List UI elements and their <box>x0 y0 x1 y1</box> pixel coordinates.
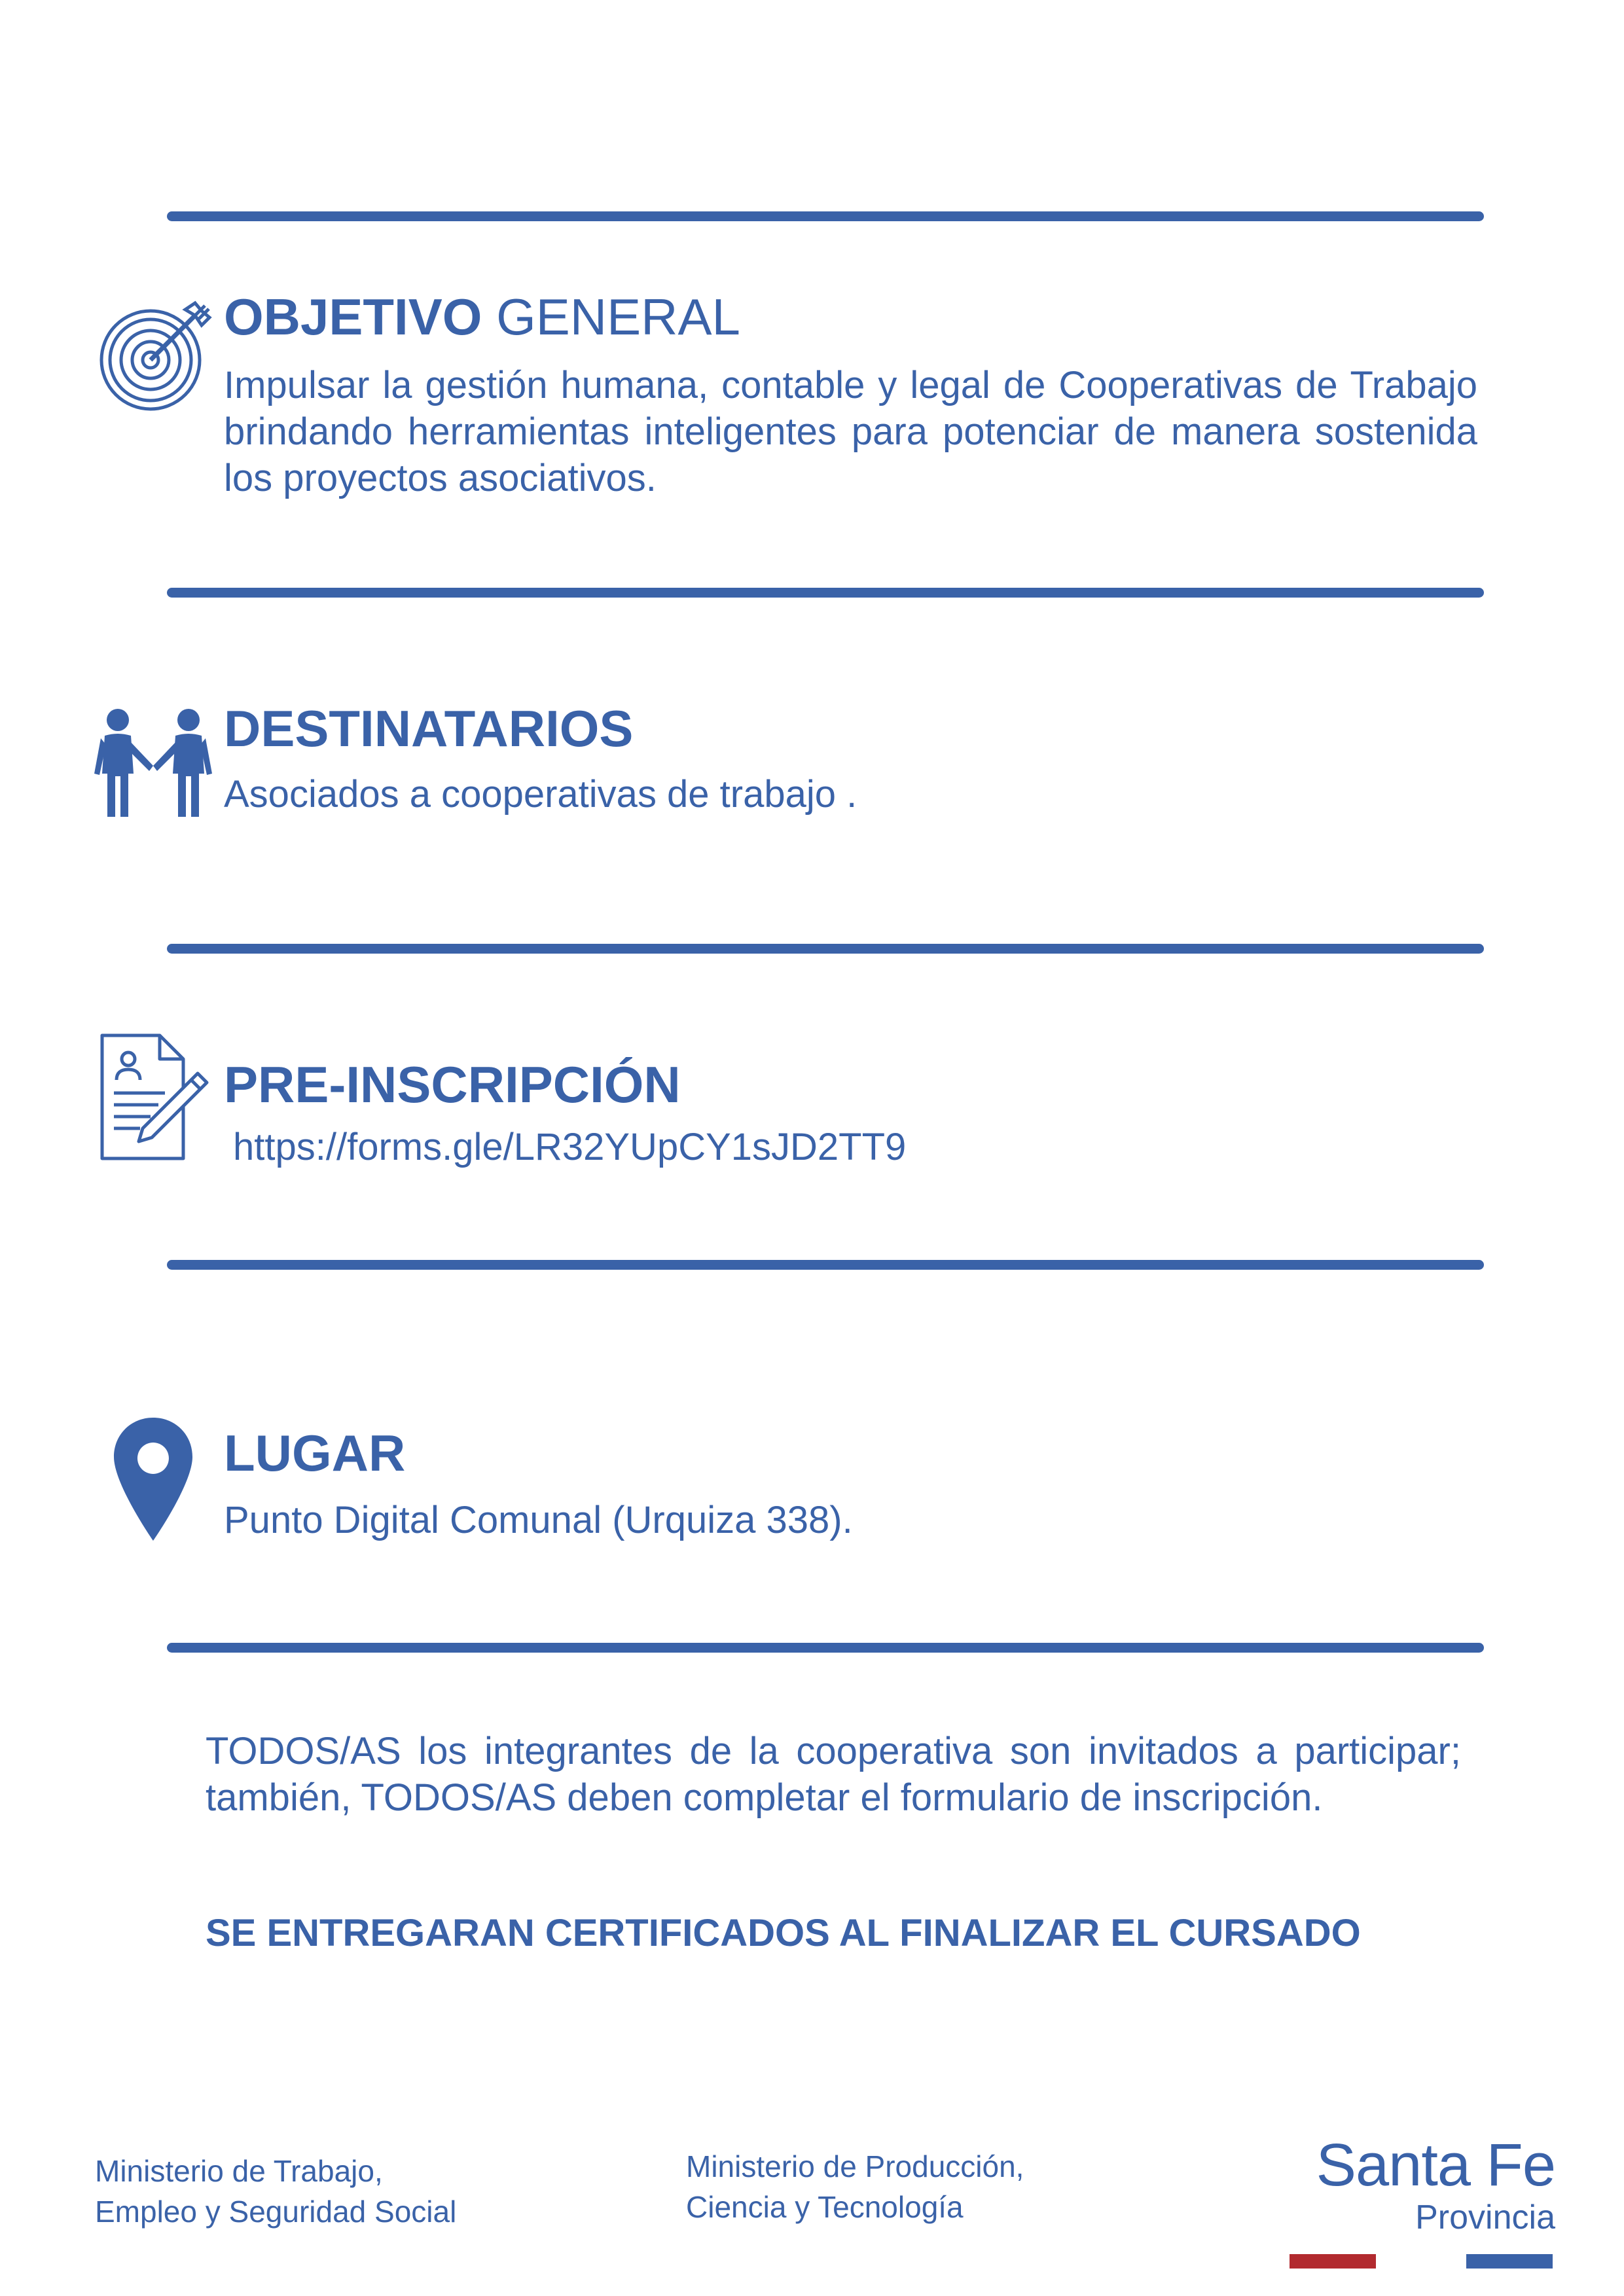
lugar-text: Punto Digital Comunal (Urquiza 338). <box>224 1499 853 1541</box>
ministry-trabajo <box>95 2151 456 2232</box>
preinscripcion-link[interactable]: https://forms.gle/LR32YUpCY1sJD2TT9 <box>233 1126 907 1168</box>
people-handshake-icon <box>93 708 213 817</box>
objetivo-title-light: GENERAL <box>496 288 740 346</box>
map-pin-icon <box>113 1416 194 1542</box>
ministry-produccion-line1: Ministerio de Producción, <box>686 2149 1024 2183</box>
divider-4 <box>167 1260 1484 1270</box>
ministry-trabajo-line1: Ministerio de Trabajo, <box>95 2154 383 2188</box>
objetivo-title-bold: OBJETIVO <box>224 288 482 346</box>
ministry-trabajo-line2: Empleo y Seguridad Social <box>95 2195 457 2229</box>
notice-text: TODOS/AS los integrantes de la cooperativa son invitados a participar; también, TODOS/AS deben completar el formulario de inscripción. <box>206 1730 1461 1819</box>
divider-5 <box>167 1643 1484 1653</box>
certificates-notice: SE ENTREGARAN CERTIFICADOS AL FINALIZAR EL CURSADO <box>206 1912 1361 1954</box>
lugar-heading: LUGAR <box>224 1424 406 1482</box>
brand-bar-blue <box>1466 2254 1553 2269</box>
brand-bar-red <box>1290 2254 1376 2269</box>
form-pencil-icon <box>99 1033 209 1161</box>
santa-fe-logo <box>1316 2132 1555 2236</box>
target-icon <box>97 298 215 416</box>
divider-1 <box>167 211 1484 221</box>
destinatarios-heading: DESTINATARIOS <box>224 700 634 757</box>
brand-main: Santa Fe <box>1316 2132 1555 2198</box>
ministry-produccion <box>686 2146 1024 2227</box>
objetivo-heading <box>224 288 740 346</box>
ministry-produccion-line2: Ciencia y Tecnología <box>686 2190 964 2224</box>
divider-2 <box>167 588 1484 598</box>
brand-sub: Provincia <box>1415 2198 1555 2236</box>
preinscripcion-heading: PRE-INSCRIPCIÓN <box>224 1056 681 1113</box>
objetivo-text: Impulsar la gestión humana, contable y legal de Cooperativas de Trabajo brindando herramientas inteligentes para potenciar de manera sostenida los proyectos asociativos. <box>224 364 1477 499</box>
destinatarios-text: Asociados a cooperativas de trabajo . <box>224 773 857 816</box>
divider-3 <box>167 944 1484 954</box>
